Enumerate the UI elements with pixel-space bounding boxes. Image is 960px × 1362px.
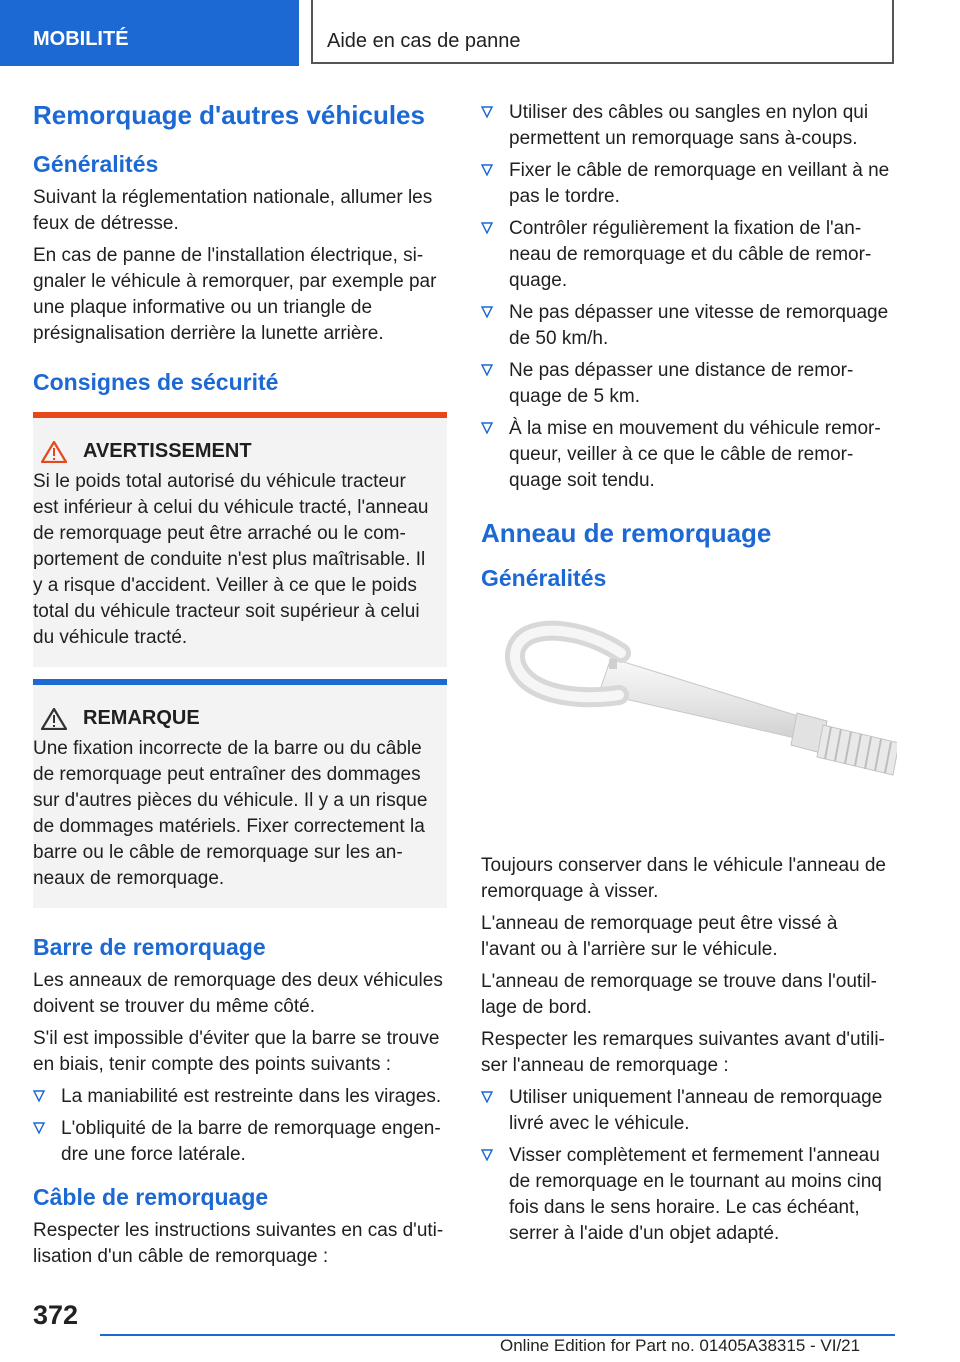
general-heading: Généralités bbox=[33, 151, 159, 178]
general-paragraph-1: Suivant la réglementation nationale, allumer les feux de détresse. bbox=[33, 186, 433, 234]
tow-eye-general-heading: Généralités bbox=[481, 565, 607, 592]
bullet-triangle-icon bbox=[33, 1090, 45, 1102]
warning-box bbox=[33, 412, 447, 667]
bullet-triangle-icon bbox=[481, 164, 493, 176]
caution-triangle-icon bbox=[41, 708, 67, 730]
right-column bbox=[481, 100, 897, 1253]
bullet-triangle-icon bbox=[481, 1149, 493, 1161]
tow-eye-paragraph-3: L'anneau de remorquage se trouve dans l'outillage de bord. bbox=[481, 970, 877, 1018]
tow-cable-list bbox=[481, 100, 897, 494]
edition-text: Online Edition for Part no. 01405A38315 - VI/21 bbox=[500, 1336, 861, 1355]
safety-heading: Consignes de sécurité bbox=[33, 368, 279, 395]
list-item: Visser complètement et fermement l'anneau de remorquage en le tournant au moins cinq fois dans le sens horaire. Le cas échéant, serrer à l'aide d'un objet adapté. bbox=[481, 1143, 897, 1247]
note-title bbox=[41, 707, 433, 730]
left-column bbox=[33, 100, 447, 1276]
warning-title-text: AVERTISSEMENT bbox=[83, 440, 252, 463]
note-title-text: REMARQUE bbox=[83, 707, 200, 730]
warning-title bbox=[41, 440, 433, 463]
tow-eye-paragraph-2: L'anneau de remorquage peut être vissé à l'avant ou à l'arrière sur le véhicule. bbox=[481, 912, 838, 960]
tow-bar-heading: Barre de remorquage bbox=[33, 934, 266, 961]
list-item: Ne pas dépasser une distance de remorquage de 5 km. bbox=[481, 358, 897, 410]
bullet-triangle-icon bbox=[481, 106, 493, 118]
tow-eye-list bbox=[481, 1085, 897, 1247]
general-paragraph-2: En cas de panne de l'installation électrique, signaler le véhicule à remorquer, par exemple par une plaque informative ou un triangle de présignalisation derrière la lunette arrière. bbox=[33, 244, 437, 344]
page-header bbox=[0, 0, 960, 66]
list-item: Ne pas dépasser une vitesse de remorquage de 50 km/h. bbox=[481, 300, 897, 352]
list-item: À la mise en mouvement du véhicule remorqueur, veiller à ce que le câble de remorquage soit tendu. bbox=[481, 416, 897, 494]
bullet-triangle-icon bbox=[481, 222, 493, 234]
tow-bar-paragraph-2: S'il est impossible d'éviter que la barre se trouve en biais, tenir compte des points suivants : bbox=[33, 1027, 440, 1075]
tow-eye-heading: Anneau de remorquage bbox=[481, 518, 772, 548]
bullet-triangle-icon bbox=[481, 364, 493, 376]
note-box bbox=[33, 679, 447, 908]
tow-bar-list bbox=[33, 1084, 447, 1168]
warning-text: Si le poids total autorisé du véhicule tracteur est inférieur à celui du véhicule tracté, l'anneau de remorquage peut être arraché ou le comportement de conduite n'est plus maîtrisable. Il y a risque d'accident. Veiller à ce que le poids total du véhicule tracteur soit supérieur à celui du véhicule tracté. bbox=[33, 471, 429, 649]
section-title: Remorquage d'autres véhicules bbox=[33, 100, 425, 130]
list-item: La maniabilité est restreinte dans les virages. bbox=[33, 1084, 447, 1110]
tow-cable-paragraph-1: Respecter les instructions suivantes en cas d'utilisation d'un câble de remorquage : bbox=[33, 1219, 444, 1267]
tow-eye-paragraph-4: Respecter les remarques suivantes avant d'utiliser l'anneau de remorquage : bbox=[481, 1028, 885, 1076]
tow-eye-paragraph-1: Toujours conserver dans le véhicule l'anneau de remorquage à visser. bbox=[481, 854, 886, 902]
bullet-triangle-icon bbox=[481, 422, 493, 434]
tow-eye-illustration bbox=[481, 603, 897, 833]
bullet-triangle-icon bbox=[481, 306, 493, 318]
list-item: Utiliser uniquement l'anneau de remorquage livré avec le véhicule. bbox=[481, 1085, 897, 1137]
bullet-triangle-icon bbox=[481, 1091, 493, 1103]
warning-triangle-icon bbox=[41, 441, 67, 463]
page-number: 372 bbox=[33, 1300, 79, 1330]
list-item: Fixer le câble de remorquage en veillant à ne pas le tordre. bbox=[481, 158, 897, 210]
list-item: Contrôler régulièrement la fixation de l'anneau de remorquage et du câble de remorquage. bbox=[481, 216, 897, 294]
chapter-title: Aide en cas de panne bbox=[311, 0, 894, 64]
section-tab: MOBILITÉ bbox=[0, 0, 299, 66]
list-item: Utiliser des câbles ou sangles en nylon qui permettent un remorquage sans à-coups. bbox=[481, 100, 897, 152]
tow-cable-heading: Câble de remorquage bbox=[33, 1183, 269, 1210]
note-text: Une fixation incorrecte de la barre ou du câble de remorquage peut entraîner des dommages sur d'autres pièces du véhicule. Il y a un risque de dommages matériels. Fixer correctement la barre ou le câble de remorquage sur les anneaux de remorquage. bbox=[33, 738, 428, 890]
tow-bar-paragraph-1: Les anneaux de remorquage des deux véhicules doivent se trouver du même côté. bbox=[33, 969, 443, 1017]
bullet-triangle-icon bbox=[33, 1122, 45, 1134]
list-item: L'obliquité de la barre de remorquage engendre une force latérale. bbox=[33, 1116, 447, 1168]
